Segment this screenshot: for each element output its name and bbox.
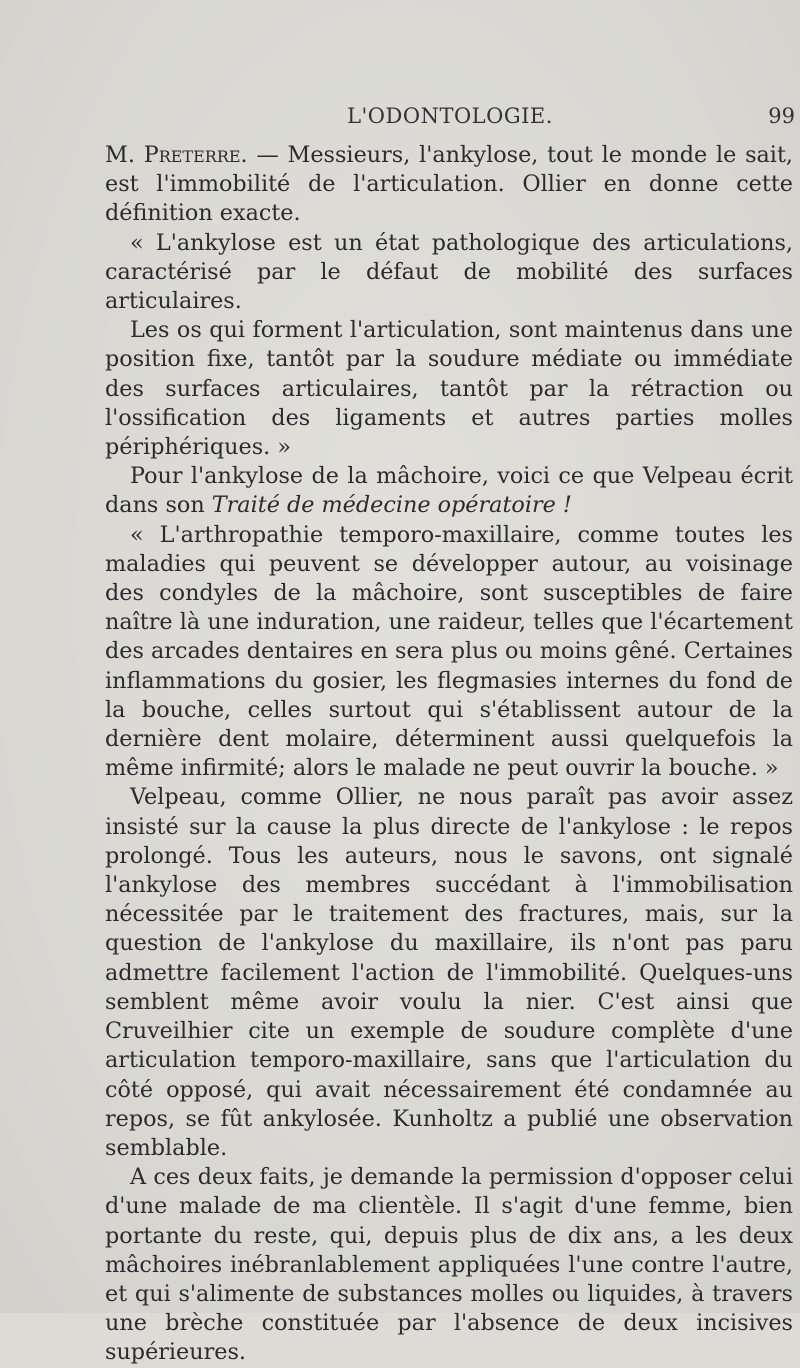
paragraph-1 [105, 141, 793, 229]
paragraph-2: « L'ankylose est un état pathologique des articulations, caractérisé par le défaut de mobilité des surfaces articulaires. [105, 229, 793, 315]
paragraph-4-text: Pour l'ankylose de la mâchoire, voici ce que Velpeau écrit dans son [105, 463, 793, 519]
paragraph-5: « L'arthropathie temporo-maxillaire, comme toutes les maladies qui peuvent se développer autour, au voisinage des condyles de la mâchoire, sont susceptibles de faire naître là une induration, une raideur, telles que l'écartement des arcades dentaires en sera plus ou moins gêné. Certaines inflammations du gosier, les flegmasies internes du fond de la bouche, celles surtout qui s'établissent autour de la dernière dent molaire, déterminent aussi quelquefois la même infirmité; alors le malade ne peut ouvrir la bouche. » [105, 521, 793, 782]
running-head [105, 104, 795, 134]
paragraph-4 [105, 462, 793, 520]
paragraph-6: Velpeau, comme Ollier, ne nous paraît pas avoir assez insisté sur la cause la plus directe de l'ankylose : le repos prolongé. Tous les auteurs, nous le savons, ont signalé l'ankylose des membres succédant à l'immobilisation nécessitée par le traitement des fractures, mais, sur la question de l'ankylose du maxillaire, ils n'ont pas paru admettre facilement l'action de l'immobilité. Quelques-uns semblent même avoir voulu la nier. C'est ainsi que Cruveilhier cite un exemple de soudure complète d'une articulation temporo-maxillaire, sans que l'articulation du côté opposé, qui avait nécessairement été condamnée au repos, se fût ankylosée. Kunholtz a publié une observation semblable. [105, 784, 793, 1161]
paragraph-7: A ces deux faits, je demande la permission d'opposer celui d'une malade de ma clientèle. Il s'agit d'une femme, bien portante du reste, qui, depuis plus de dix ans, a les deux mâchoires inébranlablement appliquées l'une contre l'autre, et qui s'alimente de substances molles ou liquides, à travers une brèche constituée par l'absence de deux incisives supérieures. [105, 1164, 793, 1366]
paragraph-1-text: — Messieurs, l'ankylose, tout le monde le sait, est l'immobilité de l'articulation. Ollier en donne cette définition exacte. [105, 142, 793, 227]
body-text [105, 141, 793, 1368]
running-title: L'ODONTOLOGIE. [347, 104, 553, 128]
paragraph-3: Les os qui forment l'articulation, sont maintenus dans une position fixe, tantôt par la soudure médiate ou immédiate des surfaces articulaires, tantôt par la rétraction ou l'ossification des ligaments et autres parties molles périphériques. » [105, 317, 793, 461]
book-title-citation: Traité de médecine opératoire ! [211, 492, 572, 519]
page-number: 99 [768, 104, 795, 128]
speaker-name: M. Preterre. [105, 142, 248, 168]
